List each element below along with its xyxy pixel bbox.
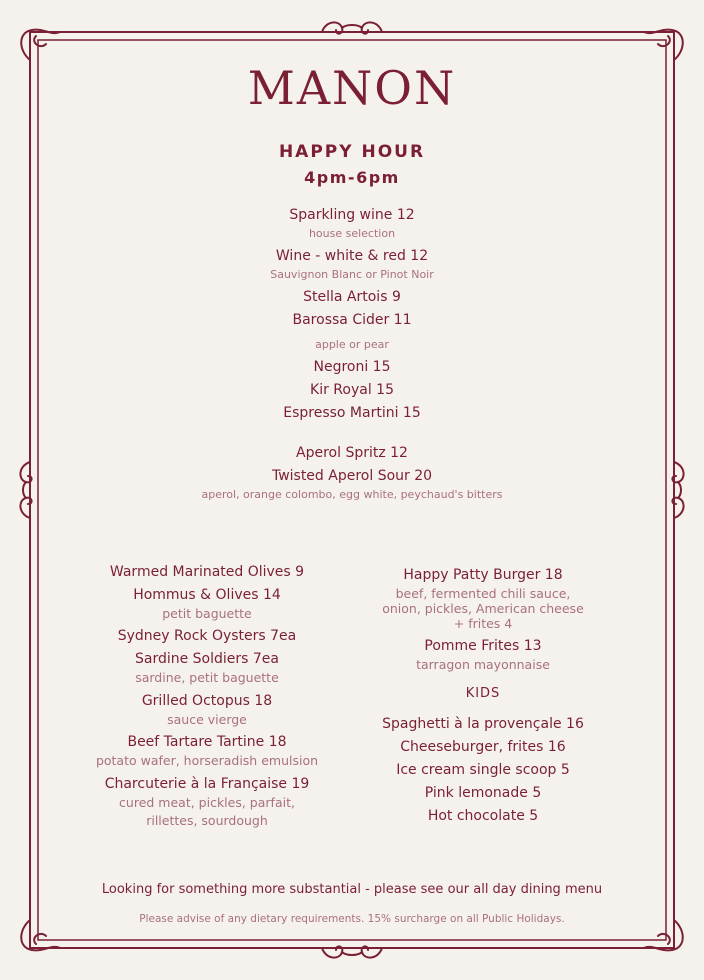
- drink-item: Espresso Martini 15: [283, 405, 421, 421]
- footer-disclaimer: Please advise of any dietary requirements. 15% surcharge on all Public Holidays.: [139, 913, 565, 925]
- food-desc: petit baguette: [162, 606, 252, 621]
- drink-item: Negroni 15: [313, 359, 391, 375]
- drink-item: Stella Artois 9: [303, 289, 401, 305]
- food-item: Beef Tartare Tartine 18: [127, 734, 287, 750]
- kids-item: Cheeseburger, frites 16: [400, 739, 566, 755]
- drink-item: Wine - white & red 12: [275, 248, 429, 264]
- drink-desc: Sauvignon Blanc or Pinot Noir: [270, 268, 434, 281]
- drink-item: Barossa Cider 11: [292, 312, 412, 328]
- food-item: Grilled Octopus 18: [141, 693, 273, 709]
- food-desc: rillettes, sourdough: [146, 813, 268, 828]
- food-item: Pomme Frites 13: [424, 638, 542, 654]
- drink-item: Kir Royal 15: [310, 382, 394, 398]
- kids-item: Pink lemonade 5: [424, 785, 542, 801]
- kids-item: Spaghetti à la provençale 16: [382, 716, 584, 732]
- food-desc: potato wafer, horseradish emulsion: [95, 753, 319, 768]
- food-desc: cured meat, pickles, parfait,: [119, 795, 295, 810]
- food-desc: sardine, petit baguette: [135, 670, 279, 685]
- food-desc: sauce vierge: [167, 712, 247, 727]
- happy-hour-title: HAPPY HOUR: [278, 142, 426, 162]
- drink-item: Aperol Spritz 12: [296, 445, 408, 461]
- food-item: Happy Patty Burger 18: [403, 567, 563, 583]
- kids-heading: KIDS: [465, 686, 501, 701]
- kids-item: Hot chocolate 5: [427, 808, 539, 824]
- food-item: Hommus & Olives 14: [133, 587, 281, 603]
- food-item: Charcuterie à la Française 19: [104, 776, 310, 792]
- food-desc: beef, fermented chili sauce,: [395, 586, 571, 601]
- food-item: Sydney Rock Oysters 7ea: [117, 628, 297, 644]
- happy-hour-time: 4pm-6pm: [304, 168, 400, 187]
- drink-item: Sparkling wine 12: [289, 207, 415, 223]
- food-item: Sardine Soldiers 7ea: [134, 651, 280, 667]
- food-desc: tarragon mayonnaise: [416, 657, 550, 672]
- food-item: Warmed Marinated Olives 9: [109, 564, 305, 580]
- footer-note: Looking for something more substantial - please see our all day dining menu: [101, 882, 603, 897]
- food-desc: + frites 4: [453, 616, 513, 631]
- drink-desc: apple or pear: [315, 338, 389, 351]
- brand-logo: MANON: [247, 61, 457, 115]
- drink-desc: house selection: [308, 227, 396, 240]
- drink-desc: aperol, orange colombo, egg white, peychaud's bitters: [201, 488, 503, 501]
- drink-item: Twisted Aperol Sour 20: [271, 468, 433, 484]
- food-desc: onion, pickles, American cheese: [382, 601, 584, 616]
- kids-item: Ice cream single scoop 5: [396, 762, 570, 778]
